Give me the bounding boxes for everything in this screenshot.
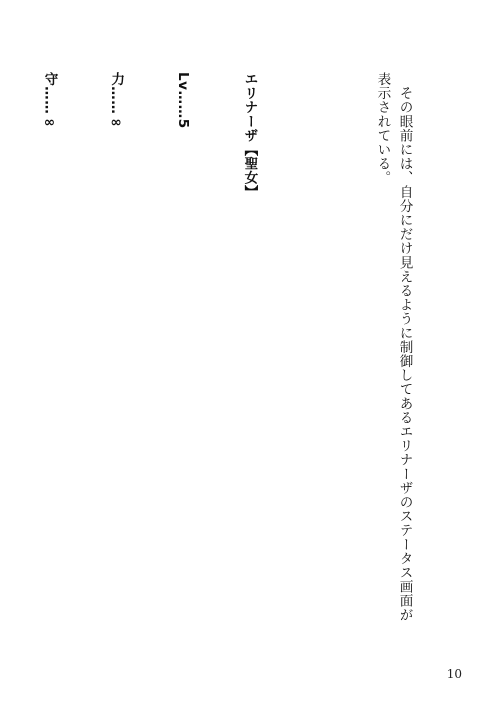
- page-number: 10: [446, 667, 462, 681]
- paragraph-spacer: [305, 72, 327, 632]
- status-power: 力……∞: [108, 72, 125, 131]
- narration-paragraph: その眼前には、自分にだけ見えるように制御してあるエリナーザのステータス画面が表示されている。: [374, 72, 413, 622]
- status-level: Lv……5: [174, 72, 191, 129]
- vertical-text-body: [0, 72, 460, 632]
- status-defense: 守……∞: [41, 72, 58, 131]
- status-name: エリナーザ【聖女】: [241, 72, 258, 199]
